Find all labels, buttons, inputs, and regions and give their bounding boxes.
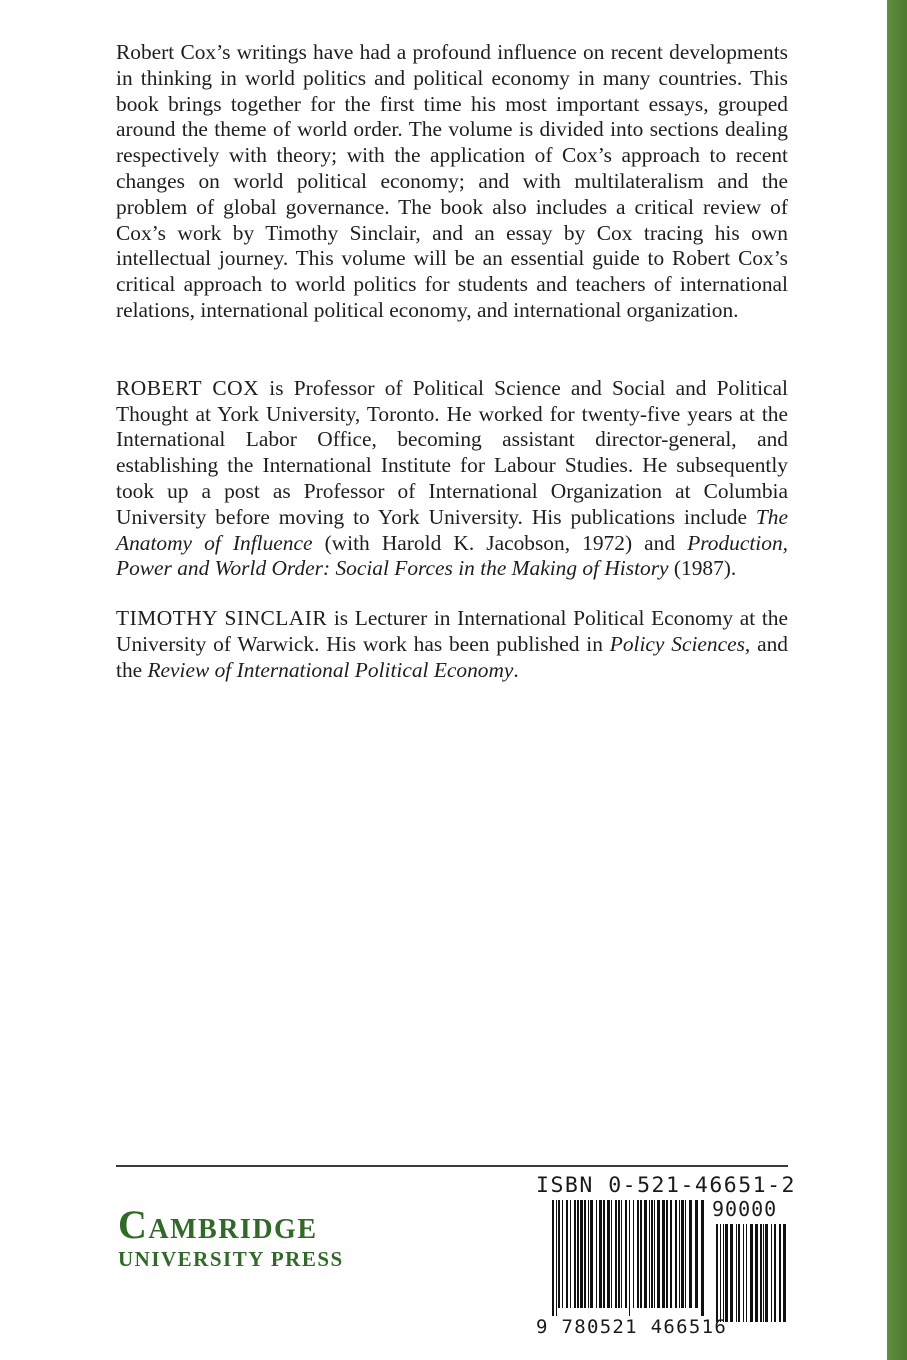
barcode-bar <box>618 1200 620 1308</box>
author-bio-text: (1987). <box>668 556 737 581</box>
barcode-bar <box>599 1200 602 1308</box>
barcode-bar <box>730 1224 733 1322</box>
barcode-bar <box>695 1200 698 1308</box>
barcode-bar <box>588 1200 589 1308</box>
barcode-bar <box>765 1224 768 1322</box>
book-title: The Anatomy of Influence <box>116 504 788 555</box>
barcode-bar <box>657 1200 660 1308</box>
book-title: Production, Power and World Order: Social Forces in the Making of History <box>116 530 788 581</box>
barcode-bar <box>640 1200 642 1308</box>
barcode-bar <box>611 1200 612 1308</box>
barcode-bar <box>558 1200 560 1308</box>
barcode-bar <box>736 1224 737 1322</box>
barcode-bar <box>562 1200 563 1308</box>
barcode-bar <box>625 1200 627 1308</box>
publisher-name: Cambridge <box>118 1202 318 1247</box>
barcode-bar <box>621 1200 622 1308</box>
barcode-bar <box>716 1224 718 1322</box>
spine-edge <box>887 0 907 1360</box>
barcode-bar <box>685 1200 686 1308</box>
author-bio-text: is Professor of Political Science and Social and Political Thought at York University, Toronto. He worked for twenty-five years at the International Labor Office, becoming assistant director-general, and establishing the International Institute for Labour Studies. He subsequently took up a post as Professor of International Organization at Columbia University before moving to York University. His publications include <box>116 375 788 529</box>
barcode-bar <box>649 1200 650 1308</box>
barcode-bar <box>750 1224 753 1322</box>
barcode-bar <box>651 1200 653 1308</box>
barcode-bar <box>629 1200 630 1316</box>
barcode-bar <box>603 1200 605 1308</box>
barcode-bar <box>738 1224 740 1322</box>
barcode-bar <box>689 1200 692 1308</box>
barcode-bar <box>723 1224 724 1322</box>
isbn-barcode <box>536 1173 796 1340</box>
price-addon-digits: 90000 <box>712 1197 778 1221</box>
barcode-bar <box>771 1224 772 1322</box>
barcode-bar <box>666 1200 668 1308</box>
barcode-bar <box>755 1224 758 1322</box>
barcode-bar <box>590 1200 593 1308</box>
barcode-bar <box>763 1224 764 1322</box>
author-name: TIMOTHY SINCLAIR <box>116 606 328 631</box>
barcode-bar <box>681 1200 684 1308</box>
barcode-bar <box>633 1200 634 1308</box>
barcode-bar <box>760 1224 762 1322</box>
barcode-bar <box>746 1224 747 1322</box>
barcode-bar <box>654 1200 655 1308</box>
author-bio-text: (with Harold K. Jacobson, 1972) and <box>312 530 688 555</box>
barcode-bar <box>779 1224 781 1322</box>
publisher-subtitle: UNIVERSITY PRESS <box>118 1247 344 1271</box>
barcode-bar <box>615 1200 617 1308</box>
barcode-bar <box>637 1200 639 1308</box>
barcode-bar <box>679 1200 680 1308</box>
barcode-bar <box>662 1200 665 1308</box>
barcode-bar <box>675 1200 677 1308</box>
journal-title: Policy Sciences <box>609 631 745 656</box>
barcode-bar <box>701 1200 704 1316</box>
author-bio-text: is Lecturer in International Political Economy at the University of Warwick. His work has been published in <box>116 606 788 656</box>
isbn-text: ISBN 0-521-46651-2 <box>536 1173 796 1198</box>
barcode-bar <box>783 1224 786 1322</box>
ean-digits: 9 780521 466516 <box>536 1316 728 1338</box>
barcode-bar <box>607 1200 610 1308</box>
barcode-bar <box>743 1224 744 1322</box>
author-bio-timothy-sinclair <box>116 606 788 683</box>
ean-barcode-bars <box>552 1200 704 1316</box>
publisher-logo <box>118 1203 344 1271</box>
barcode-bar <box>566 1200 568 1308</box>
barcode-bar <box>552 1200 554 1316</box>
addon-barcode-bars <box>716 1224 786 1330</box>
author-bio-text: , and the <box>116 631 788 682</box>
barcode-bar <box>580 1200 583 1308</box>
barcode-bar <box>644 1200 647 1308</box>
barcode-bar <box>577 1200 579 1308</box>
blurb-paragraph: Robert Cox’s writings have had a profound influence on recent developments in thinking in world politics and political economy in many countries. This book brings together for the first time his most important essays, grouped around the theme of world order. The volume is divided into sections dealing respectively with theory; with the application of Cox’s approach to recent changes on world political economy; and with multilateralism and the problem of global governance. The book also includes a critical review of Cox’s work by Timothy Sinclair, and an essay by Cox tracing his own intellectual journey. This volume will be an essential guide to Robert Cox’s critical approach to world politics for students and teachers of international relations, international political economy, and international organization. <box>116 40 788 322</box>
author-bio-text: . <box>513 657 519 682</box>
barcode-bar <box>725 1224 728 1322</box>
footer-divider <box>116 1165 788 1167</box>
barcode-bar <box>574 1200 576 1308</box>
barcode-bar <box>670 1200 672 1308</box>
barcode-bar <box>720 1224 721 1322</box>
barcode-bar <box>596 1200 597 1308</box>
barcode-bar <box>774 1224 776 1322</box>
barcode-bar <box>584 1200 586 1308</box>
back-cover-text <box>116 40 788 684</box>
journal-title: Review of International Political Economy <box>147 657 514 682</box>
barcode-bar <box>556 1200 557 1316</box>
author-bio-robert-cox <box>116 376 788 582</box>
author-name: ROBERT COX <box>116 375 260 400</box>
barcode-bar <box>570 1200 571 1308</box>
